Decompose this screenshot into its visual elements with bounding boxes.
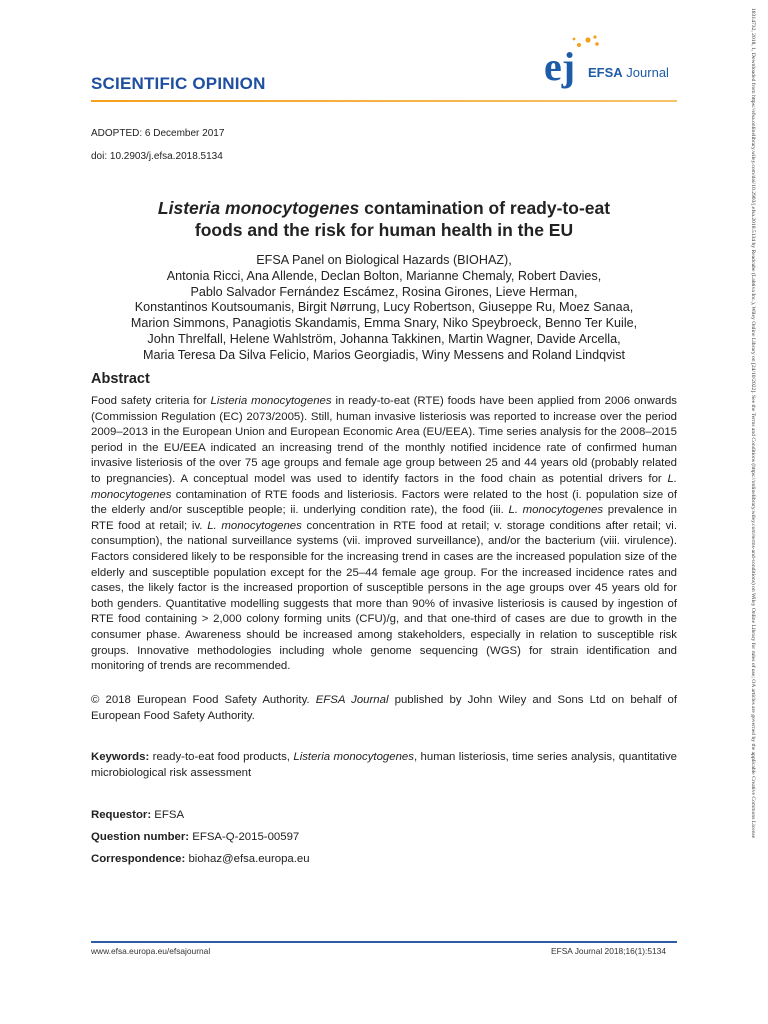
- abstract-heading: Abstract: [91, 371, 150, 387]
- ej-mark: ej: [544, 44, 576, 89]
- keywords: Keywords: ready-to-eat food products, Listeria monocytogenes, human listeriosis, time series analysis, quantitative microbiological risk assessment: [91, 751, 677, 779]
- adopted-date: ADOPTED: 6 December 2017: [91, 128, 225, 139]
- authors-line: Antonia Ricci, Ana Allende, Declan Bolton, Marianne Chemaly, Robert Davies,: [166, 268, 602, 283]
- abstract-text: Food safety criteria for Listeria monocytogenes in ready-to-eat (RTE) foods have been applied from 2006 onwards (Commission Regulation (EC) 2073/2005). Still, human invasive listeriosis was reported to increase over the period 2009–2013 in the European Union and European Economic Area (EU/EEA). Time series analysis for the 2008–2015 period in the EU/EEA indicated an increasing trend of the monthly notified incidence rate of confirmed human invasive listeriosis of the over 75 age groups and female age group between 25 and 44 years old (probably related to pregnancies). A conceptual model was used to identify factors in the food chain as potential drivers for L. monocytogenes contamination of RTE foods and listeriosis. Factors were related to the host (i. population size of the elderly and/or susceptible people; ii. underlying condition rate), the food (iii. L. monocytogenes prevalence in RTE food at retail; iv. L. monocytogenes concentration in RTE food at retail; v. storage conditions after retail; vi. consumption), the national surveillance systems (vii. improved surveillance), and/or the bacterium (viii. virulence). Factors considered likely to be responsible for the increasing trend in cases are the increased population size of the elderly and susceptible population except for the 25–44 female age group. For the increased incidence rates and cases, the likely factor is the increased proportion of susceptible persons in the age groups over 45 years old for both genders. Quantitative modelling suggests that more than 90% of invasive listeriosis is caused by ingestion of RTE food containing > 2,000 colony forming units (CFU)/g, and that one-third of cases are due to growth in the consumer phase. Awareness should be increased among stakeholders, especially in relation to susceptible risk groups. Innovative methodologies including whole genome sequencing (WGS) for strain identification and monitoring of trends are recommended.: [91, 395, 678, 673]
- footer-website-link[interactable]: www.efsa.europa.eu/efsajournal: [91, 946, 211, 956]
- logo-journal: Journal: [626, 65, 669, 80]
- title-line2: foods and the risk for human health in the EU: [194, 220, 574, 240]
- authors-line: Pablo Salvador Fernández Escámez, Rosina Girones, Lieve Herman,: [190, 284, 578, 299]
- correspondence-email[interactable]: biohaz@efsa.europa.eu: [185, 853, 310, 865]
- authors-line: Marion Simmons, Panagiotis Skandamis, Emma Snary, Niko Speybroeck, Benno Ter Kuile,: [130, 316, 638, 331]
- section-label: SCIENTIFIC OPINION: [91, 74, 266, 93]
- correspondence[interactable]: Correspondence: biohaz@efsa.europa.eu: [91, 853, 310, 865]
- keywords-label: Keywords:: [91, 751, 150, 763]
- download-notice: 18314732, 2018, 1, Downloaded from https://efsa.onlinelibrary.wiley.com/doi/10.2903/j.efsa.2018.5134 by Readcube (Labtiva Inc.), Wiley Online Library on [24/10/2022]. See the Terms and Conditions (https://onlinelibrary.wiley.com/terms-and-conditions) on Wiley Online Library for rules of use; OA articles are governed by the applicable Creative Commons License: [750, 8, 756, 839]
- logo-text: [588, 65, 669, 80]
- authors-line: John Threlfall, Helene Wahlström, Johanna Takkinen, Martin Wagner, Davide Arcella,: [147, 331, 621, 346]
- article-title: [91, 197, 677, 241]
- question-number: Question number: EFSA-Q-2015-00597: [91, 831, 300, 843]
- footer-citation: EFSA Journal 2018;16(1):5134: [551, 946, 667, 956]
- requestor: Requestor: EFSA: [91, 809, 185, 821]
- footer-rule: [91, 941, 677, 943]
- author-list: [91, 253, 677, 364]
- copyright-notice: © 2018 European Food Safety Authority. EFSA Journal published by John Wiley and Sons Ltd on behalf of European Food Safety Authority.: [91, 694, 677, 722]
- logo-brand: EFSA: [588, 65, 623, 80]
- authors-line: Konstantinos Koutsoumanis, Birgit Nørrung, Lucy Robertson, Giuseppe Ru, Moez Sanaa,: [134, 300, 634, 315]
- doi: doi: 10.2903/j.efsa.2018.5134: [91, 151, 223, 162]
- efsa-journal-logo: [540, 32, 680, 100]
- header-rule: [91, 100, 677, 102]
- title-line1-rest: contamination of ready-to-eat: [359, 198, 611, 218]
- authors-line: Maria Teresa Da Silva Felicio, Marios Georgiadis, Winy Messens and Roland Lindqvist: [142, 347, 626, 362]
- title-species: Listeria monocytogenes: [157, 198, 360, 218]
- panel-name: EFSA Panel on Biological Hazards (BIOHAZ),: [256, 253, 512, 267]
